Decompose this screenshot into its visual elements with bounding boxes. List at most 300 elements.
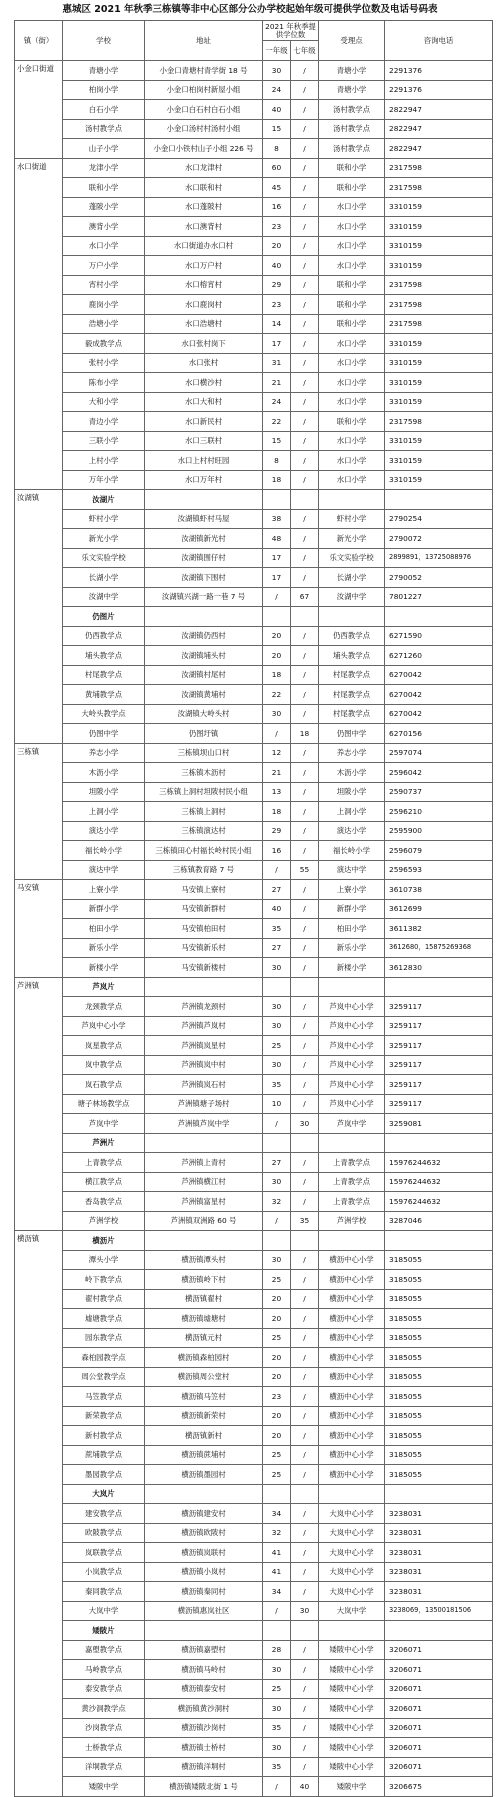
grade7-cell: / bbox=[291, 295, 319, 315]
accept-cell: 芦岚中心小学 bbox=[319, 1036, 385, 1056]
grade1-cell: 40 bbox=[263, 100, 291, 120]
grade7-cell: / bbox=[291, 334, 319, 354]
accept-cell: 联和小学 bbox=[319, 158, 385, 178]
address-cell: 马安镇新楼村 bbox=[145, 958, 263, 978]
school-cell: 芦岚片 bbox=[63, 977, 145, 997]
phone-cell: 3185055 bbox=[385, 1309, 493, 1329]
grade7-cell: / bbox=[291, 256, 319, 276]
accept-cell: 矮陂中心小学 bbox=[319, 1660, 385, 1680]
section-row bbox=[15, 607, 493, 627]
school-cell: 小岚教学点 bbox=[63, 1562, 145, 1582]
phone-cell: 3206071 bbox=[385, 1738, 493, 1758]
table-row bbox=[15, 1075, 493, 1095]
accept-cell: 芦岚中心小学 bbox=[319, 1094, 385, 1114]
grade7-cell: / bbox=[291, 314, 319, 334]
address-cell: 芦洲镇岚中村 bbox=[145, 1055, 263, 1075]
grade1-cell: 30 bbox=[263, 1250, 291, 1270]
table-row bbox=[15, 1660, 493, 1680]
grade1-cell: 27 bbox=[263, 938, 291, 958]
address-cell: 横沥镇墨园村 bbox=[145, 1465, 263, 1485]
table-row bbox=[15, 1465, 493, 1485]
accept-cell: 水口小学 bbox=[319, 256, 385, 276]
address-cell: 小金口汤村村汤村小组 bbox=[145, 119, 263, 139]
grade1-cell: 12 bbox=[263, 743, 291, 763]
grade1-cell: 25 bbox=[263, 1036, 291, 1056]
table-row bbox=[15, 1543, 493, 1563]
address-cell: 水口鹿岗村 bbox=[145, 295, 263, 315]
table-row bbox=[15, 782, 493, 802]
grade7-cell: / bbox=[291, 685, 319, 705]
school-cell: 马笠教学点 bbox=[63, 1387, 145, 1407]
address-cell bbox=[145, 1484, 263, 1504]
accept-cell: 新群小学 bbox=[319, 899, 385, 919]
address-cell: 三栋镇上洞村 bbox=[145, 802, 263, 822]
address-cell: 汝湖镇虾村马屋 bbox=[145, 509, 263, 529]
address-cell: 横沥镇岚联村 bbox=[145, 1543, 263, 1563]
grade1-cell: 22 bbox=[263, 685, 291, 705]
address-cell: 汝湖镇大岭头村 bbox=[145, 704, 263, 724]
table-row bbox=[15, 256, 493, 276]
accept-cell: 联和小学 bbox=[319, 275, 385, 295]
address-cell: 三栋镇坝山口村 bbox=[145, 743, 263, 763]
grade1-cell: 20 bbox=[263, 236, 291, 256]
phone-cell: 3310159 bbox=[385, 334, 493, 354]
accept-cell: 大岚中心小学 bbox=[319, 1562, 385, 1582]
accept-cell: 上青教学点 bbox=[319, 1172, 385, 1192]
accept-cell: 村尾教学点 bbox=[319, 685, 385, 705]
header-grade1: 一年级 bbox=[263, 41, 291, 61]
grade7-cell: / bbox=[291, 704, 319, 724]
section-row bbox=[15, 1231, 493, 1251]
grade7-cell: / bbox=[291, 1757, 319, 1777]
grade1-cell: 30 bbox=[263, 1699, 291, 1719]
school-cell: 浩塘小学 bbox=[63, 314, 145, 334]
phone-cell: 6270156 bbox=[385, 724, 493, 744]
phone-cell: 3185055 bbox=[385, 1328, 493, 1348]
accept-cell: 水口小学 bbox=[319, 392, 385, 412]
grade7-cell: / bbox=[291, 158, 319, 178]
school-cell: 仍图片 bbox=[63, 607, 145, 627]
address-cell: 小金口小铁村山子小组 226 号 bbox=[145, 139, 263, 159]
address-cell: 横沥镇矮陂北街 1 号 bbox=[145, 1777, 263, 1797]
phone-cell: 2317598 bbox=[385, 275, 493, 295]
table-row bbox=[15, 158, 493, 178]
phone-cell: 3185055 bbox=[385, 1465, 493, 1485]
grade7-cell: / bbox=[291, 1153, 319, 1173]
phone-cell: 3310159 bbox=[385, 197, 493, 217]
grade7-cell: / bbox=[291, 646, 319, 666]
phone-cell: 2899891，13725088976 bbox=[385, 548, 493, 568]
grade1-cell: 16 bbox=[263, 841, 291, 861]
address-cell: 汝湖镇下围村 bbox=[145, 568, 263, 588]
address-cell: 横沥镇洋垌村 bbox=[145, 1757, 263, 1777]
grade7-cell: / bbox=[291, 899, 319, 919]
accept-cell: 联和小学 bbox=[319, 178, 385, 198]
address-cell: 横沥镇翟村 bbox=[145, 1289, 263, 1309]
address-cell: 水口张村 bbox=[145, 353, 263, 373]
phone-cell: 7801227 bbox=[385, 587, 493, 607]
accept-cell: 芦岚中学 bbox=[319, 1114, 385, 1134]
grade1-cell: 35 bbox=[263, 1075, 291, 1095]
section-row bbox=[15, 490, 493, 510]
grade7-cell: / bbox=[291, 1192, 319, 1212]
table-row bbox=[15, 1367, 493, 1387]
grade7-cell: / bbox=[291, 626, 319, 646]
table-row bbox=[15, 1036, 493, 1056]
grade1-cell: 34 bbox=[263, 1582, 291, 1602]
school-cell: 大岚片 bbox=[63, 1484, 145, 1504]
grade7-cell: / bbox=[291, 139, 319, 159]
table-row bbox=[15, 997, 493, 1017]
school-cell: 埔头教学点 bbox=[63, 646, 145, 666]
grade7-cell: / bbox=[291, 1289, 319, 1309]
grade7-cell: / bbox=[291, 275, 319, 295]
grade7-cell: 30 bbox=[291, 1601, 319, 1621]
header-school: 学校 bbox=[63, 21, 145, 61]
grade7-cell: / bbox=[291, 431, 319, 451]
address-cell: 汝湖镇兴湖一路一巷 7 号 bbox=[145, 587, 263, 607]
school-cell: 汝湖片 bbox=[63, 490, 145, 510]
address-cell: 水口蓬陂村 bbox=[145, 197, 263, 217]
grade1-cell bbox=[263, 1621, 291, 1641]
address-cell: 横沥镇建安村 bbox=[145, 1504, 263, 1524]
accept-cell: 芦岚中心小学 bbox=[319, 1075, 385, 1095]
accept-cell: 汤村教学点 bbox=[319, 119, 385, 139]
grade7-cell: / bbox=[291, 802, 319, 822]
address-cell: 横沥镇黄沙洞村 bbox=[145, 1699, 263, 1719]
phone-cell: 2291376 bbox=[385, 80, 493, 100]
table-row bbox=[15, 1211, 493, 1231]
grade1-cell: 23 bbox=[263, 1387, 291, 1407]
school-cell: 山子小学 bbox=[63, 139, 145, 159]
address-cell: 芦洲镇芦岚中学 bbox=[145, 1114, 263, 1134]
school-cell: 岚中教学点 bbox=[63, 1055, 145, 1075]
grade1-cell: 30 bbox=[263, 1016, 291, 1036]
phone-cell: 3206675 bbox=[385, 1777, 493, 1797]
phone-cell: 3238031 bbox=[385, 1504, 493, 1524]
table-row bbox=[15, 685, 493, 705]
grade1-cell: 20 bbox=[263, 1289, 291, 1309]
phone-cell: 2790072 bbox=[385, 529, 493, 549]
school-cell: 大岚中学 bbox=[63, 1601, 145, 1621]
table-row bbox=[15, 1699, 493, 1719]
grade1-cell: 20 bbox=[263, 1426, 291, 1446]
address-cell: 马安镇柏田村 bbox=[145, 919, 263, 939]
grade7-cell: / bbox=[291, 1094, 319, 1114]
accept-cell: 村尾教学点 bbox=[319, 704, 385, 724]
phone-cell: 2596079 bbox=[385, 841, 493, 861]
header-address: 地址 bbox=[145, 21, 263, 61]
accept-cell: 坦陂小学 bbox=[319, 782, 385, 802]
table-row bbox=[15, 529, 493, 549]
table-row bbox=[15, 139, 493, 159]
table-row bbox=[15, 373, 493, 393]
table-row bbox=[15, 509, 493, 529]
grade7-cell: / bbox=[291, 568, 319, 588]
phone-cell: 3185055 bbox=[385, 1387, 493, 1407]
accept-cell: 柏田小学 bbox=[319, 919, 385, 939]
grade1-cell bbox=[263, 607, 291, 627]
school-cell: 岭下教学点 bbox=[63, 1270, 145, 1290]
address-cell: 横沥镇士桥村 bbox=[145, 1738, 263, 1758]
address-cell: 芦洲镇芦岚村 bbox=[145, 1016, 263, 1036]
accept-cell: 大岚中心小学 bbox=[319, 1504, 385, 1524]
grade7-cell: / bbox=[291, 1055, 319, 1075]
phone-cell: 3206071 bbox=[385, 1660, 493, 1680]
grade1-cell: 15 bbox=[263, 431, 291, 451]
grade1-cell: 16 bbox=[263, 197, 291, 217]
phone-cell: 2597074 bbox=[385, 743, 493, 763]
grade1-cell: 27 bbox=[263, 1153, 291, 1173]
school-cell: 新楼小学 bbox=[63, 958, 145, 978]
school-cell: 大岭头教学点 bbox=[63, 704, 145, 724]
grade1-cell: 29 bbox=[263, 821, 291, 841]
grade7-cell: / bbox=[291, 80, 319, 100]
address-cell: 三栋镇演达村 bbox=[145, 821, 263, 841]
school-cell: 长湖小学 bbox=[63, 568, 145, 588]
address-cell: 芦洲镇塘子场村 bbox=[145, 1094, 263, 1114]
accept-cell: 水口小学 bbox=[319, 431, 385, 451]
accept-cell: 上寮小学 bbox=[319, 880, 385, 900]
school-cell: 新村教学点 bbox=[63, 1426, 145, 1446]
phone-cell: 2317598 bbox=[385, 178, 493, 198]
table-row bbox=[15, 841, 493, 861]
grade1-cell: 25 bbox=[263, 1465, 291, 1485]
table-row bbox=[15, 743, 493, 763]
accept-cell: 青塘小学 bbox=[319, 80, 385, 100]
phone-cell: 3206071 bbox=[385, 1699, 493, 1719]
address-cell: 横沥镇欧陂村 bbox=[145, 1523, 263, 1543]
grade1-cell: 60 bbox=[263, 158, 291, 178]
address-cell: 横沥镇墟塘村 bbox=[145, 1309, 263, 1329]
address-cell: 汝湖镇埔头村 bbox=[145, 646, 263, 666]
grade7-cell: / bbox=[291, 1543, 319, 1563]
phone-cell: 3310159 bbox=[385, 373, 493, 393]
address-cell: 水口联和村 bbox=[145, 178, 263, 198]
accept-cell: 演达小学 bbox=[319, 821, 385, 841]
school-cell: 水口小学 bbox=[63, 236, 145, 256]
grade1-cell: 20 bbox=[263, 626, 291, 646]
town-cell: 水口街道 bbox=[15, 158, 63, 490]
grade7-cell: / bbox=[291, 1523, 319, 1543]
table-row bbox=[15, 295, 493, 315]
school-cell: 芦岚中心小学 bbox=[63, 1016, 145, 1036]
accept-cell: 矮陂中心小学 bbox=[319, 1679, 385, 1699]
address-cell: 芦洲镇上青村 bbox=[145, 1153, 263, 1173]
address-cell: 水口街道办水口村 bbox=[145, 236, 263, 256]
table-row bbox=[15, 1172, 493, 1192]
address-cell: 水口横沙村 bbox=[145, 373, 263, 393]
table-row bbox=[15, 1426, 493, 1446]
accept-cell: 新乐小学 bbox=[319, 938, 385, 958]
address-cell: 水口新民村 bbox=[145, 412, 263, 432]
grade1-cell: 34 bbox=[263, 1504, 291, 1524]
grade7-cell: / bbox=[291, 1465, 319, 1485]
accept-cell: 新光小学 bbox=[319, 529, 385, 549]
accept-cell: 水口小学 bbox=[319, 197, 385, 217]
phone-cell: 3259117 bbox=[385, 1016, 493, 1036]
address-cell: 汝湖镇围仔村 bbox=[145, 548, 263, 568]
grade7-cell: / bbox=[291, 1426, 319, 1446]
address-cell: 水口浩塘村 bbox=[145, 314, 263, 334]
phone-cell: 2790254 bbox=[385, 509, 493, 529]
grade7-cell: / bbox=[291, 1406, 319, 1426]
address-cell: 横沥镇元村 bbox=[145, 1328, 263, 1348]
grade7-cell: / bbox=[291, 880, 319, 900]
school-cell: 蓬陂小学 bbox=[63, 197, 145, 217]
school-cell: 潭头小学 bbox=[63, 1250, 145, 1270]
phone-cell: 3259117 bbox=[385, 1036, 493, 1056]
school-cell: 柏岗小学 bbox=[63, 80, 145, 100]
address-cell: 横沥镇沙岗村 bbox=[145, 1718, 263, 1738]
address-cell: 水口大和村 bbox=[145, 392, 263, 412]
accept-cell: 水口小学 bbox=[319, 470, 385, 490]
phone-cell: 3259117 bbox=[385, 1075, 493, 1095]
phone-cell bbox=[385, 607, 493, 627]
phone-cell: 2790052 bbox=[385, 568, 493, 588]
phone-cell: 3310159 bbox=[385, 353, 493, 373]
accept-cell bbox=[319, 490, 385, 510]
grade7-cell: / bbox=[291, 1640, 319, 1660]
grade7-cell: / bbox=[291, 100, 319, 120]
phone-cell: 3238031 bbox=[385, 1562, 493, 1582]
school-cell: 大和小学 bbox=[63, 392, 145, 412]
accept-cell: 矮陂中心小学 bbox=[319, 1757, 385, 1777]
grade7-cell: 35 bbox=[291, 1211, 319, 1231]
table-row bbox=[15, 1055, 493, 1075]
address-cell: 横沥镇蔗埔村 bbox=[145, 1445, 263, 1465]
table-row bbox=[15, 1777, 493, 1797]
school-cell: 嘉塱教学点 bbox=[63, 1640, 145, 1660]
phone-cell bbox=[385, 490, 493, 510]
table-row bbox=[15, 451, 493, 471]
table-row bbox=[15, 431, 493, 451]
accept-cell: 大岚中心小学 bbox=[319, 1523, 385, 1543]
table-row bbox=[15, 1250, 493, 1270]
phone-cell: 2822947 bbox=[385, 119, 493, 139]
phone-cell: 2596210 bbox=[385, 802, 493, 822]
accept-cell: 水口小学 bbox=[319, 353, 385, 373]
address-cell bbox=[145, 490, 263, 510]
grade1-cell: 20 bbox=[263, 646, 291, 666]
table-row bbox=[15, 1270, 493, 1290]
table-row bbox=[15, 1309, 493, 1329]
grade1-cell bbox=[263, 977, 291, 997]
grade7-cell: / bbox=[291, 119, 319, 139]
table-row bbox=[15, 938, 493, 958]
grade7-cell bbox=[291, 977, 319, 997]
school-cell: 虾村小学 bbox=[63, 509, 145, 529]
grade1-cell: 25 bbox=[263, 1679, 291, 1699]
school-cell: 联和小学 bbox=[63, 178, 145, 198]
section-row bbox=[15, 1621, 493, 1641]
phone-cell bbox=[385, 1621, 493, 1641]
table-row bbox=[15, 1757, 493, 1777]
grade1-cell: 41 bbox=[263, 1543, 291, 1563]
phone-cell: 3310159 bbox=[385, 392, 493, 412]
table-row bbox=[15, 470, 493, 490]
table-row bbox=[15, 1016, 493, 1036]
school-cell: 青边小学 bbox=[63, 412, 145, 432]
town-cell: 三栋镇 bbox=[15, 743, 63, 880]
table-row bbox=[15, 880, 493, 900]
section-row bbox=[15, 1133, 493, 1153]
school-table bbox=[14, 20, 493, 1797]
school-cell: 欧陂教学点 bbox=[63, 1523, 145, 1543]
table-body bbox=[15, 61, 493, 1797]
accept-cell: 上洞小学 bbox=[319, 802, 385, 822]
accept-cell: 汤村教学点 bbox=[319, 139, 385, 159]
address-cell: 横沥镇马岭村 bbox=[145, 1660, 263, 1680]
school-cell: 黄埔教学点 bbox=[63, 685, 145, 705]
table-row bbox=[15, 1192, 493, 1212]
accept-cell: 青塘小学 bbox=[319, 61, 385, 81]
grade1-cell: / bbox=[263, 860, 291, 880]
grade7-cell: / bbox=[291, 1582, 319, 1602]
grade1-cell bbox=[263, 1133, 291, 1153]
school-cell: 新光小学 bbox=[63, 529, 145, 549]
grade1-cell: 18 bbox=[263, 665, 291, 685]
grade1-cell: 23 bbox=[263, 295, 291, 315]
table-row bbox=[15, 1679, 493, 1699]
school-cell: 森柏园教学点 bbox=[63, 1348, 145, 1368]
grade1-cell: / bbox=[263, 1601, 291, 1621]
grade1-cell: 15 bbox=[263, 119, 291, 139]
address-cell: 汝湖镇黄埔村 bbox=[145, 685, 263, 705]
table-row bbox=[15, 334, 493, 354]
accept-cell: 矮陂中心小学 bbox=[319, 1738, 385, 1758]
phone-cell: 3259117 bbox=[385, 1094, 493, 1114]
phone-cell: 2291376 bbox=[385, 61, 493, 81]
grade1-cell: 35 bbox=[263, 1718, 291, 1738]
address-cell: 马安镇新群村 bbox=[145, 899, 263, 919]
school-cell: 鹿岗小学 bbox=[63, 295, 145, 315]
phone-cell: 3310159 bbox=[385, 217, 493, 237]
school-cell: 塘子林场教学点 bbox=[63, 1094, 145, 1114]
school-cell: 万户小学 bbox=[63, 256, 145, 276]
grade1-cell: 17 bbox=[263, 568, 291, 588]
table-row bbox=[15, 1738, 493, 1758]
accept-cell: 新楼小学 bbox=[319, 958, 385, 978]
phone-cell: 2317598 bbox=[385, 295, 493, 315]
school-cell: 上青教学点 bbox=[63, 1153, 145, 1173]
accept-cell: 埔头教学点 bbox=[319, 646, 385, 666]
section-row bbox=[15, 977, 493, 997]
grade7-cell: / bbox=[291, 470, 319, 490]
grade1-cell: 38 bbox=[263, 509, 291, 529]
school-cell: 养志小学 bbox=[63, 743, 145, 763]
address-cell: 汝湖镇仍西村 bbox=[145, 626, 263, 646]
grade1-cell: / bbox=[263, 587, 291, 607]
address-cell: 汝湖镇村尾村 bbox=[145, 665, 263, 685]
grade1-cell: 8 bbox=[263, 139, 291, 159]
accept-cell: 上青教学点 bbox=[319, 1153, 385, 1173]
grade7-cell: / bbox=[291, 938, 319, 958]
grade1-cell: 10 bbox=[263, 1094, 291, 1114]
school-cell: 芦岚中学 bbox=[63, 1114, 145, 1134]
accept-cell: 芦洲学校 bbox=[319, 1211, 385, 1231]
table-row bbox=[15, 626, 493, 646]
table-row bbox=[15, 80, 493, 100]
grade7-cell: / bbox=[291, 1387, 319, 1407]
address-cell bbox=[145, 1621, 263, 1641]
table-row bbox=[15, 704, 493, 724]
phone-cell: 3310159 bbox=[385, 256, 493, 276]
header-grade7: 七年级 bbox=[291, 41, 319, 61]
school-cell: 泰安教学点 bbox=[63, 1679, 145, 1699]
grade1-cell: 28 bbox=[263, 1640, 291, 1660]
town-cell: 横沥镇 bbox=[15, 1231, 63, 1797]
